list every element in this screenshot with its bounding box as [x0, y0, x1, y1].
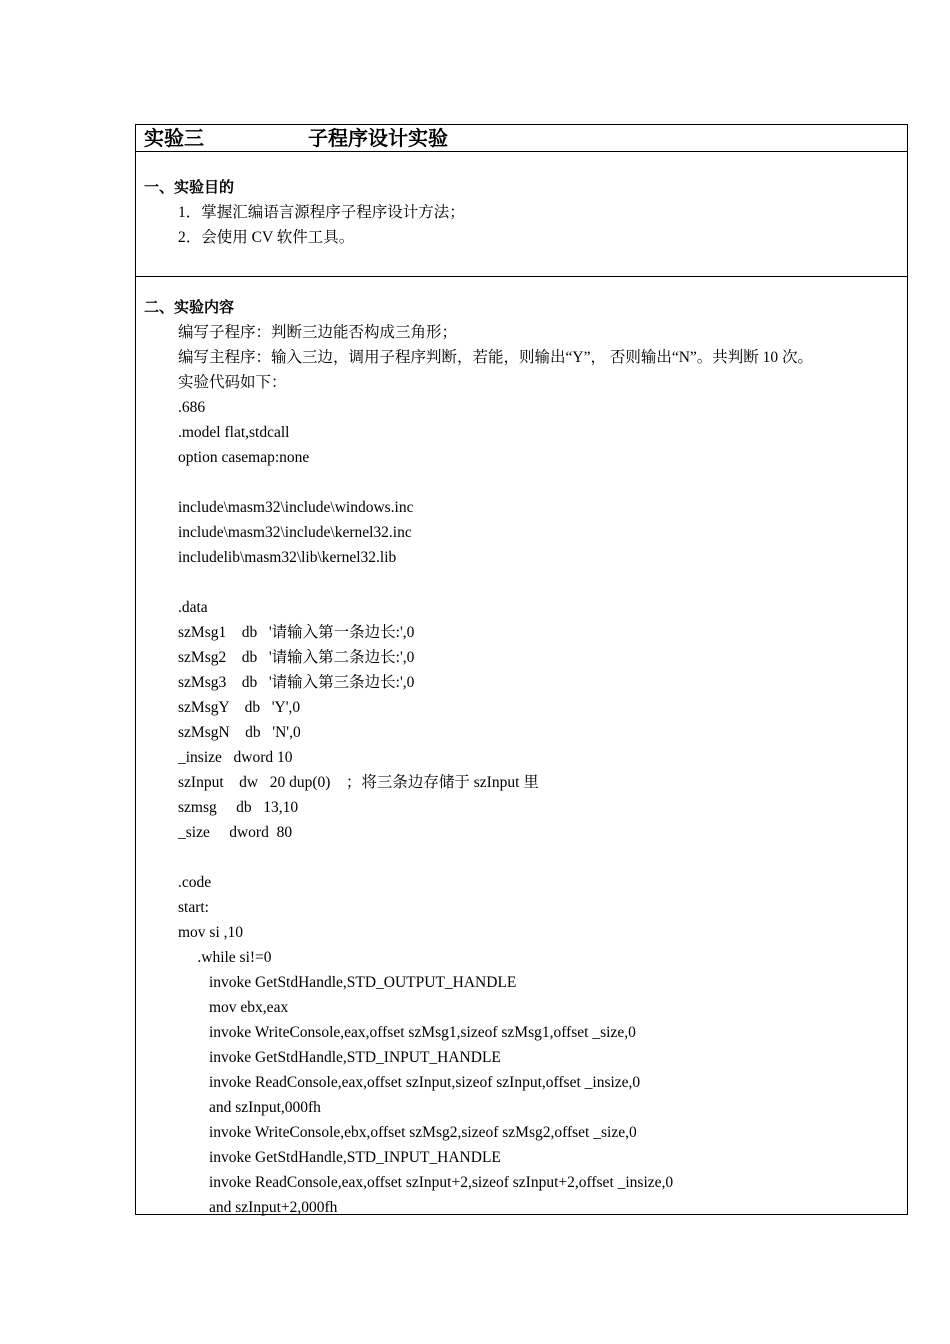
code-line: szMsgN db 'N',0 — [178, 724, 301, 741]
code-line: include\masm32\include\windows.inc — [178, 499, 414, 516]
code-line: szMsg2 db '请输入第二条边长:',0 — [178, 649, 415, 666]
code-line: option casemap:none — [178, 449, 310, 466]
code-line: includelib\masm32\lib\kernel32.lib — [178, 549, 397, 566]
code-line: invoke WriteConsole,ebx,offset szMsg2,sizeof szMsg2,offset _size,0 — [178, 1124, 637, 1141]
code-line: start: — [178, 899, 209, 916]
code-line: invoke GetStdHandle,STD_OUTPUT_HANDLE — [178, 974, 517, 991]
code-line: .while si!=0 — [178, 949, 272, 966]
code-line: _size dword 80 — [178, 824, 293, 841]
code-line: szMsg1 db '请输入第一条边长:',0 — [178, 624, 415, 641]
experiment-title: 子程序设计实验 — [308, 126, 448, 150]
purpose-item: 2．会使用 CV 软件工具。 — [178, 229, 355, 246]
code-line: mov ebx,eax — [178, 999, 289, 1016]
code-line: .686 — [178, 399, 206, 416]
content-heading: 二、实验内容 — [144, 298, 235, 316]
code-line: invoke WriteConsole,eax,offset szMsg1,sizeof szMsg1,offset _size,0 — [178, 1024, 636, 1041]
code-line: invoke GetStdHandle,STD_INPUT_HANDLE — [178, 1149, 501, 1166]
code-line: _insize dword 10 — [178, 749, 293, 766]
code-line: and szInput,000fh — [178, 1099, 321, 1116]
code-line: szmsg db 13,10 — [178, 799, 299, 816]
code-line: and szInput+2,000fh — [178, 1199, 338, 1216]
content-intro-line: 编写子程序：判断三边能否构成三角形； — [178, 324, 458, 341]
code-line: szInput dw 20 dup(0) ；将三条边存储于 szInput 里 — [178, 774, 539, 791]
code-line: szMsg3 db '请输入第三条边长:',0 — [178, 674, 415, 691]
report-table — [135, 124, 908, 1215]
purpose-heading: 一、实验目的 — [144, 178, 235, 196]
content-section — [136, 277, 907, 1214]
content-intro-line: 编写主程序：输入三边，调用子程序判断，若能，则输出“Y”， 否则输出“N”。共判断 10 次。 — [178, 349, 814, 366]
experiment-number: 实验三 — [144, 126, 204, 150]
code-line: .model flat,stdcall — [178, 424, 290, 441]
purpose-section — [136, 152, 907, 277]
code-line: .code — [178, 874, 212, 891]
code-line: invoke ReadConsole,eax,offset szInput,sizeof szInput,offset _insize,0 — [178, 1074, 641, 1091]
content-intro-line: 实验代码如下： — [178, 374, 287, 391]
code-line: mov si ,10 — [178, 924, 244, 941]
code-line: .data — [178, 599, 208, 616]
code-line: include\masm32\include\kernel32.inc — [178, 524, 412, 541]
title-row — [136, 125, 907, 152]
code-line: invoke ReadConsole,eax,offset szInput+2,sizeof szInput+2,offset _insize,0 — [178, 1174, 674, 1191]
code-line: szMsgY db 'Y',0 — [178, 699, 301, 716]
purpose-item: 1．掌握汇编语言源程序子程序设计方法； — [178, 204, 465, 221]
code-line: invoke GetStdHandle,STD_INPUT_HANDLE — [178, 1049, 501, 1066]
